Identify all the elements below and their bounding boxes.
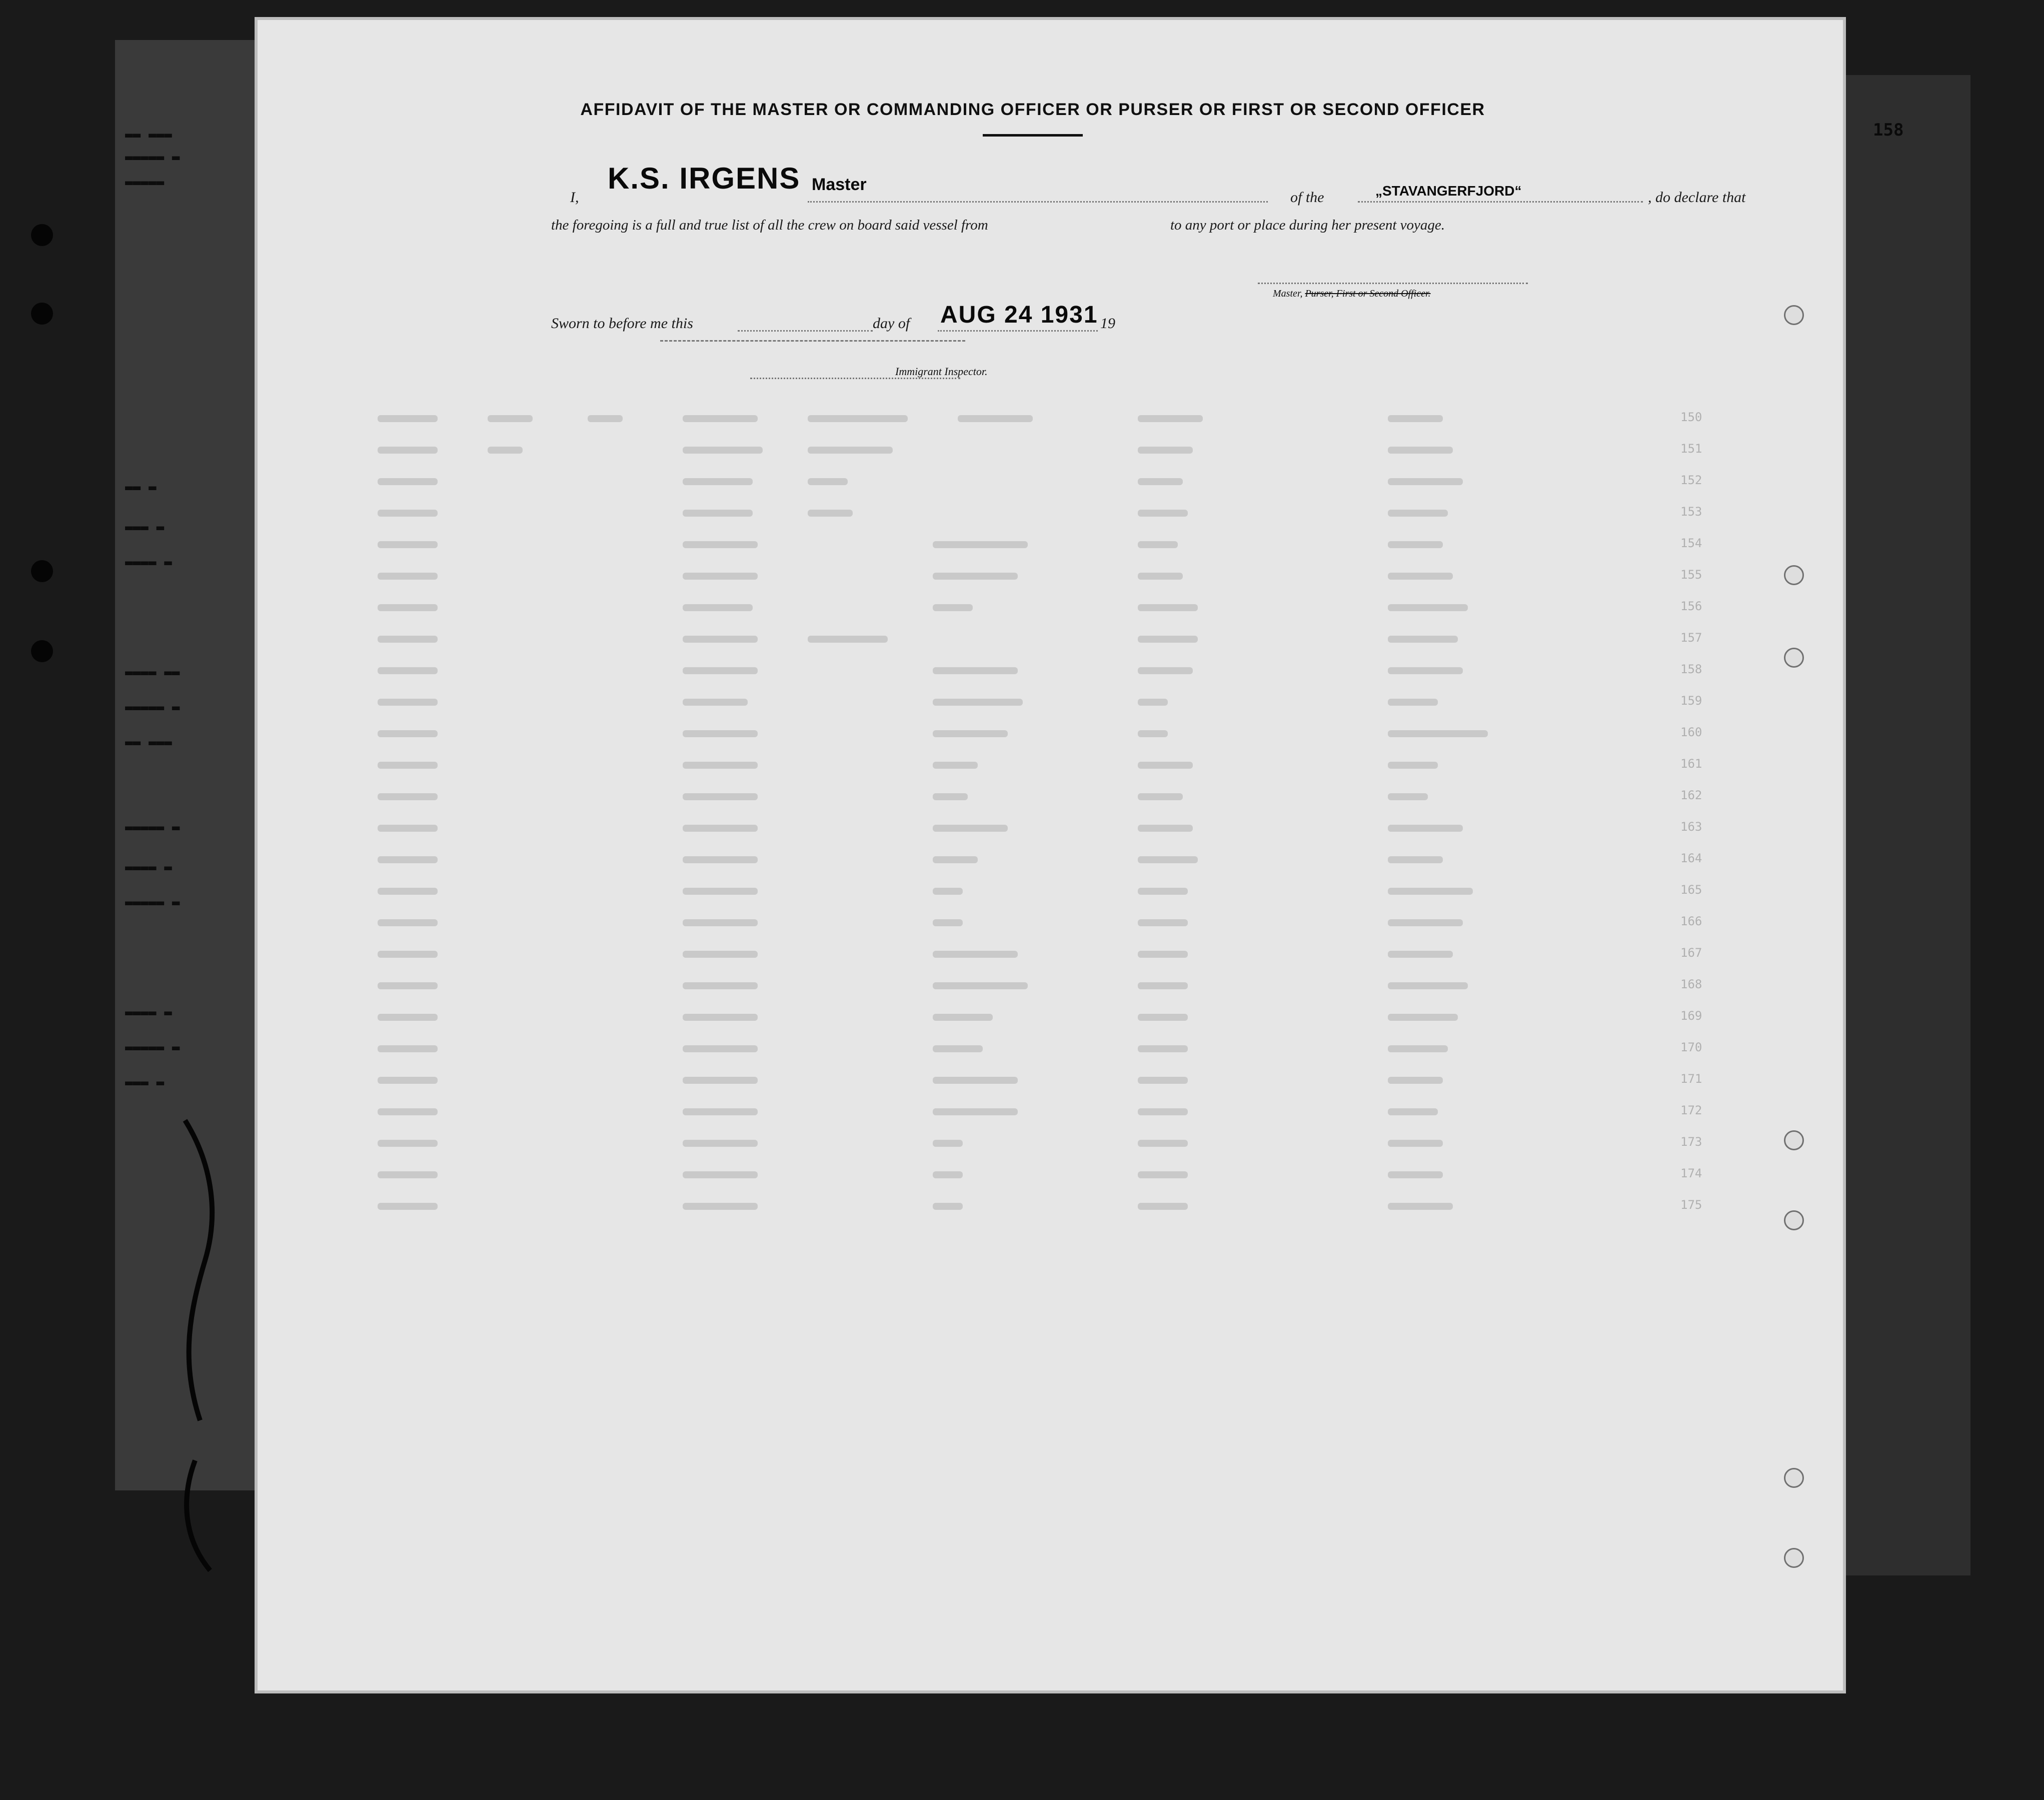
do-declare-text: , do declare that [1648, 189, 1746, 206]
declarant-rank: Master [812, 175, 867, 194]
underlying-text: ▬▬▬▬ ▬ [125, 555, 172, 570]
underlying-text: ▬▬▬▬▬ ▬ [125, 895, 180, 910]
punch-hole [31, 224, 53, 246]
date-dotted-line [938, 330, 1098, 332]
row-number: 160 [1680, 725, 1702, 739]
underlying-text: ▬▬▬▬ ▬ [125, 860, 172, 875]
row-number: 164 [1680, 851, 1702, 865]
title-rule [983, 134, 1083, 137]
row-number: 175 [1680, 1198, 1702, 1212]
sworn-label: Sworn to before me this [551, 315, 693, 332]
row-number: 159 [1680, 694, 1702, 708]
underlying-text: ▬▬▬▬ ▬ [125, 1005, 172, 1020]
binder-hole [1784, 1210, 1804, 1230]
declaration-line-2-end: to any port or place during her present voyage. [1170, 217, 1445, 233]
declarant-prefix: I, [570, 189, 579, 206]
row-number: 150 [1680, 410, 1702, 424]
year-prefix: 19 [1100, 315, 1115, 332]
row-number: 163 [1680, 820, 1702, 834]
of-the-label: of the [1290, 189, 1324, 206]
underlying-text: ▬▬ ▬▬▬ [125, 735, 172, 750]
row-number: 171 [1680, 1072, 1702, 1086]
crew-list-affidavit-page [258, 20, 1904, 1690]
binder-hole [1784, 305, 1804, 325]
vessel-dotted-line [1358, 201, 1643, 203]
inspector-upper-line [660, 340, 965, 342]
binder-hole [1784, 1130, 1804, 1150]
row-number: 155 [1680, 568, 1702, 582]
row-number: 158 [1680, 662, 1702, 676]
affidavit-title: AFFIDAVIT OF THE MASTER OR COMMANDING OFFICER OR PURSER OR FIRST OR SECOND OFFICER [580, 100, 1485, 119]
underlying-text: ▬▬▬▬▬ ▬ [125, 700, 180, 715]
underlying-text: ▬▬▬▬▬ [125, 175, 165, 190]
bleed-through-crew-list [358, 405, 1658, 1215]
row-number: 165 [1680, 883, 1702, 897]
struck-officer-label: Purser, First or Second Officer. [1305, 288, 1431, 299]
row-number: 154 [1680, 536, 1702, 550]
row-number: 166 [1680, 914, 1702, 928]
sworn-dotted-line [738, 330, 873, 332]
row-number: 174 [1680, 1166, 1702, 1180]
row-number: 172 [1680, 1103, 1702, 1117]
binder-hole [1784, 1468, 1804, 1488]
page-number: 158 [1873, 120, 1904, 140]
underlying-text: ▬▬ ▬ [125, 480, 157, 495]
row-number: 152 [1680, 473, 1702, 487]
handwritten-marks [165, 1100, 265, 1600]
row-number: 153 [1680, 505, 1702, 519]
underlying-text: ▬▬▬▬▬ ▬ [125, 150, 180, 165]
binder-hole [1784, 1548, 1804, 1568]
declaration-line-2: the foregoing is a full and true list of all the crew on board said vessel from [551, 217, 988, 233]
vessel-name: „STAVANGERFJORD“ [1375, 183, 1522, 199]
binder-hole [1784, 648, 1804, 668]
underlying-text: ▬▬▬ ▬ [125, 1075, 165, 1090]
master-label-text: Master, [1273, 288, 1303, 299]
name-dotted-line [808, 201, 1268, 203]
master-label [1273, 288, 1431, 300]
binder-hole [1784, 565, 1804, 585]
punch-hole [31, 560, 53, 582]
date-stamp: AUG 24 1931 [940, 302, 1098, 328]
row-number: 173 [1680, 1135, 1702, 1149]
row-number: 156 [1680, 599, 1702, 613]
row-number: 161 [1680, 757, 1702, 771]
row-number: 162 [1680, 788, 1702, 802]
underlying-text: ▬▬▬ ▬ [125, 520, 165, 535]
underlying-page-right [1820, 75, 1970, 1575]
row-number: 168 [1680, 977, 1702, 991]
inspector-label: Immigrant Inspector. [895, 365, 988, 378]
row-number: 157 [1680, 631, 1702, 645]
row-number: 169 [1680, 1009, 1702, 1023]
row-number: 170 [1680, 1040, 1702, 1054]
punch-hole [31, 640, 53, 662]
day-of-label: day of [873, 315, 910, 332]
declarant-name: K.S. IRGENS [608, 162, 801, 195]
underlying-text: ▬▬ ▬▬▬ [125, 128, 172, 143]
row-number: 151 [1680, 442, 1702, 456]
underlying-text: ▬▬▬▬▬ ▬ [125, 820, 180, 835]
master-signature-line [1258, 283, 1528, 284]
punch-hole [31, 303, 53, 325]
row-number: 167 [1680, 946, 1702, 960]
underlying-text: ▬▬▬▬▬ ▬ [125, 1040, 180, 1055]
underlying-text: ▬▬▬▬ ▬▬ [125, 665, 180, 680]
